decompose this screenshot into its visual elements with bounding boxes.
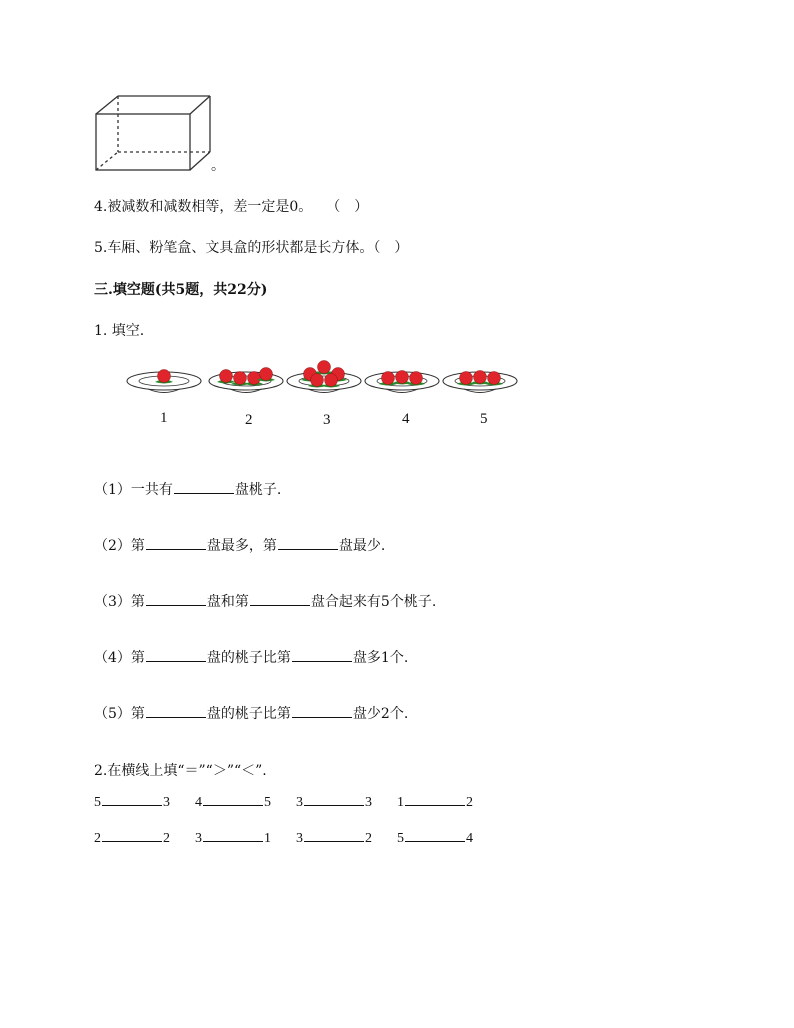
compare-row-2 [397,831,473,847]
text: 3 [365,795,372,810]
answer-blank[interactable] [146,604,206,606]
plate-2 [209,368,283,393]
answer-blank[interactable] [203,804,263,806]
answer-blank[interactable] [405,840,465,842]
fill-1-sub-5 [94,703,408,723]
text: 盘合起来有5个桃子. [310,594,437,610]
text: 盘的桃子比第 [206,650,291,666]
fill-1-sub-1 [94,479,281,499]
compare-row-2 [195,831,271,847]
fill-1-sub-4 [94,647,408,667]
peach [410,372,423,385]
peach [318,361,331,374]
text: 3 [195,831,202,846]
peach [311,374,324,387]
section-3-heading: 三.填空题(共5题，共22分) [94,282,268,298]
answer-blank[interactable] [146,548,206,550]
peach [382,372,395,385]
text: 4 [195,795,202,810]
text: 盘少2个. [352,706,409,722]
compare-row-2 [94,831,170,847]
text: （5）第 [94,706,145,722]
answer-blank[interactable] [146,716,206,718]
peach [158,370,171,383]
question-5: 5.车厢、粉笔盒、文具盒的形状都是长方体。（ ） [94,240,409,256]
plate-5 [443,371,517,393]
text: 3 [163,795,170,810]
compare-row-1 [195,795,271,811]
text: （4）第 [94,650,145,666]
text: 2 [466,795,473,810]
peach [234,372,247,385]
text: 2 [365,831,372,846]
peach [474,371,487,384]
text: 5 [94,795,101,810]
peach [220,370,233,383]
text: 盘最少. [338,538,386,554]
peach [396,371,409,384]
fill-1-sub-3 [94,591,436,611]
answer-blank[interactable] [304,840,364,842]
peach-plates-figure [124,354,520,400]
plate-1 [127,370,201,393]
peach [488,372,501,385]
answer-blank[interactable] [292,660,352,662]
answer-blank[interactable] [203,840,263,842]
peach [260,368,273,381]
peach [325,374,338,387]
answer-blank[interactable] [250,604,310,606]
plate-4 [365,371,439,393]
text: 3 [296,831,303,846]
text: 盘最多，第 [206,538,277,554]
fill-1-sub-2 [94,535,385,555]
compare-row-1 [94,795,170,811]
plate-label-2: 2 [245,412,253,428]
text: 1 [397,795,404,810]
plate-label-4: 4 [402,411,410,427]
compare-row-1 [296,795,372,811]
text: 盘和第 [206,594,249,610]
answer-blank[interactable] [146,660,206,662]
text: （2）第 [94,538,145,554]
text: 5 [264,795,271,810]
fill-2-title: 2.在横线上填“＝”“＞”“＜”. [94,763,267,779]
cuboid-figure [94,94,214,174]
text: 5 [397,831,404,846]
text: （1）一共有 [94,482,173,498]
text: （3）第 [94,594,145,610]
cuboid-period: 。 [211,158,225,174]
text: 盘的桃子比第 [206,706,291,722]
text: 4 [466,831,473,846]
text: 2 [94,831,101,846]
compare-row-2 [296,831,372,847]
answer-blank[interactable] [304,804,364,806]
answer-blank[interactable] [102,804,162,806]
text: 1 [264,831,271,846]
answer-blank[interactable] [102,840,162,842]
answer-blank[interactable] [405,804,465,806]
peach [460,372,473,385]
fill-1-title: 1. 填空. [94,323,145,339]
peach [248,372,261,385]
text: 盘多1个. [352,650,409,666]
text: 2 [163,831,170,846]
answer-blank[interactable] [292,716,352,718]
plate-label-5: 5 [480,411,488,427]
compare-row-1 [397,795,473,811]
plate-3 [287,361,361,393]
answer-blank[interactable] [278,548,338,550]
answer-blank[interactable] [174,492,234,494]
plate-label-3: 3 [323,412,331,428]
question-4: 4.被减数和减数相等，差一定是0。 （ ） [94,199,369,215]
text: 3 [296,795,303,810]
plate-label-1: 1 [160,410,168,426]
text: 盘桃子. [234,482,282,498]
